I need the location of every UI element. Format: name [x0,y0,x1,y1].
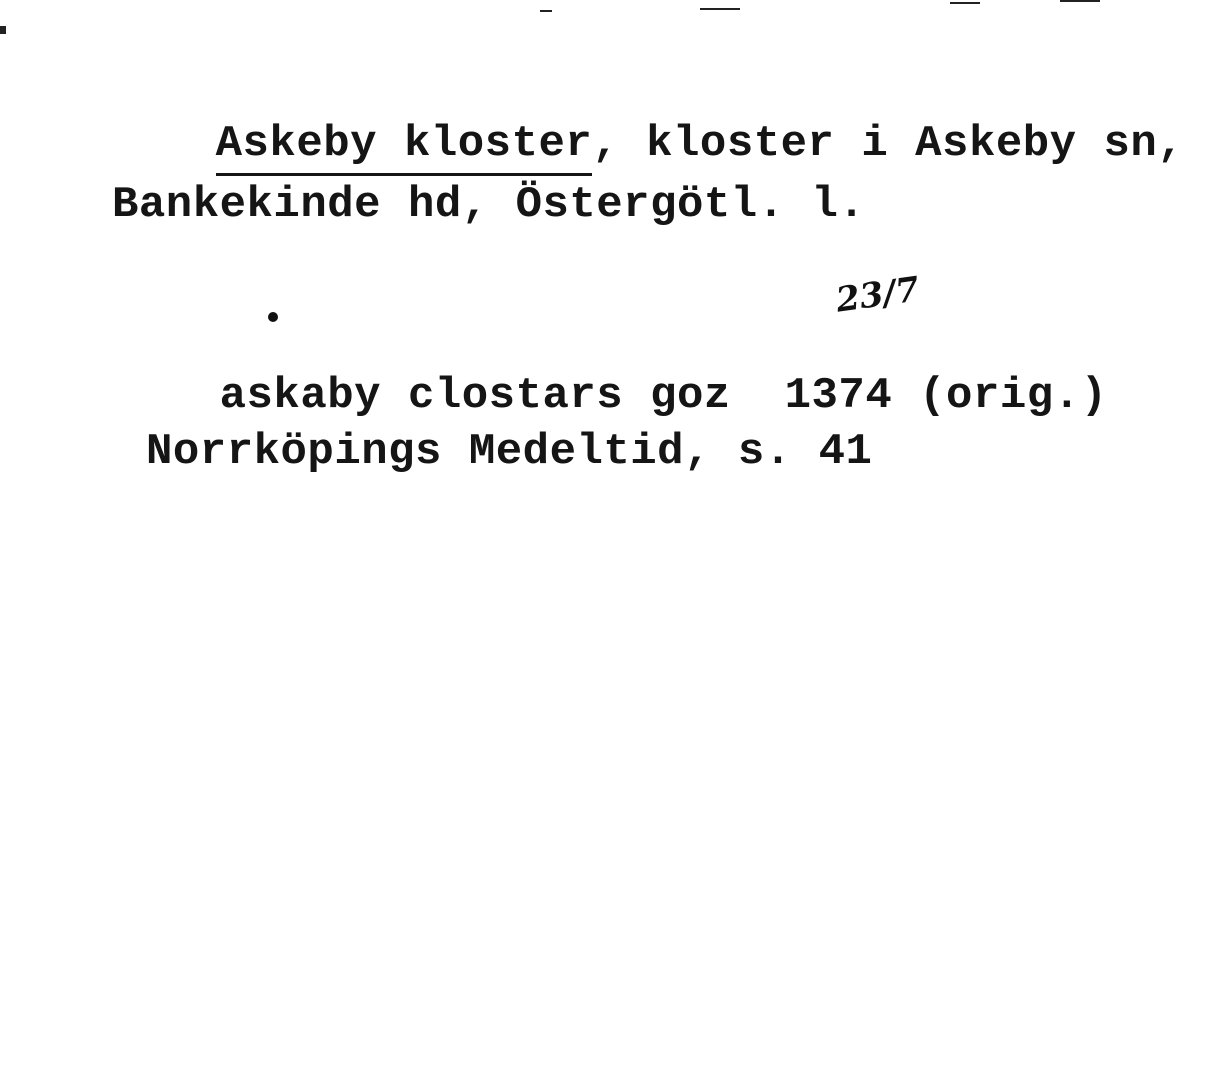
source-note: (orig.) [919,371,1108,421]
headword: Askeby kloster [216,119,593,176]
source-form: askaby clostars goz [219,371,731,421]
ink-dot [268,312,278,322]
scan-speck [950,2,980,4]
handwritten-date: 23/7 [833,269,922,321]
source-year: 1374 [784,371,893,421]
headword-description: , kloster i Askeby sn, [592,119,1185,169]
scan-speck [540,10,552,12]
entry-line-2: Bankekinde hd, Östergötl. l. [112,180,866,230]
scan-speck [1060,0,1100,2]
entry-line-4: Norrköpings Medeltid, s. 41 [146,427,873,477]
scan-speck [700,8,740,10]
scan-speck [0,26,6,34]
